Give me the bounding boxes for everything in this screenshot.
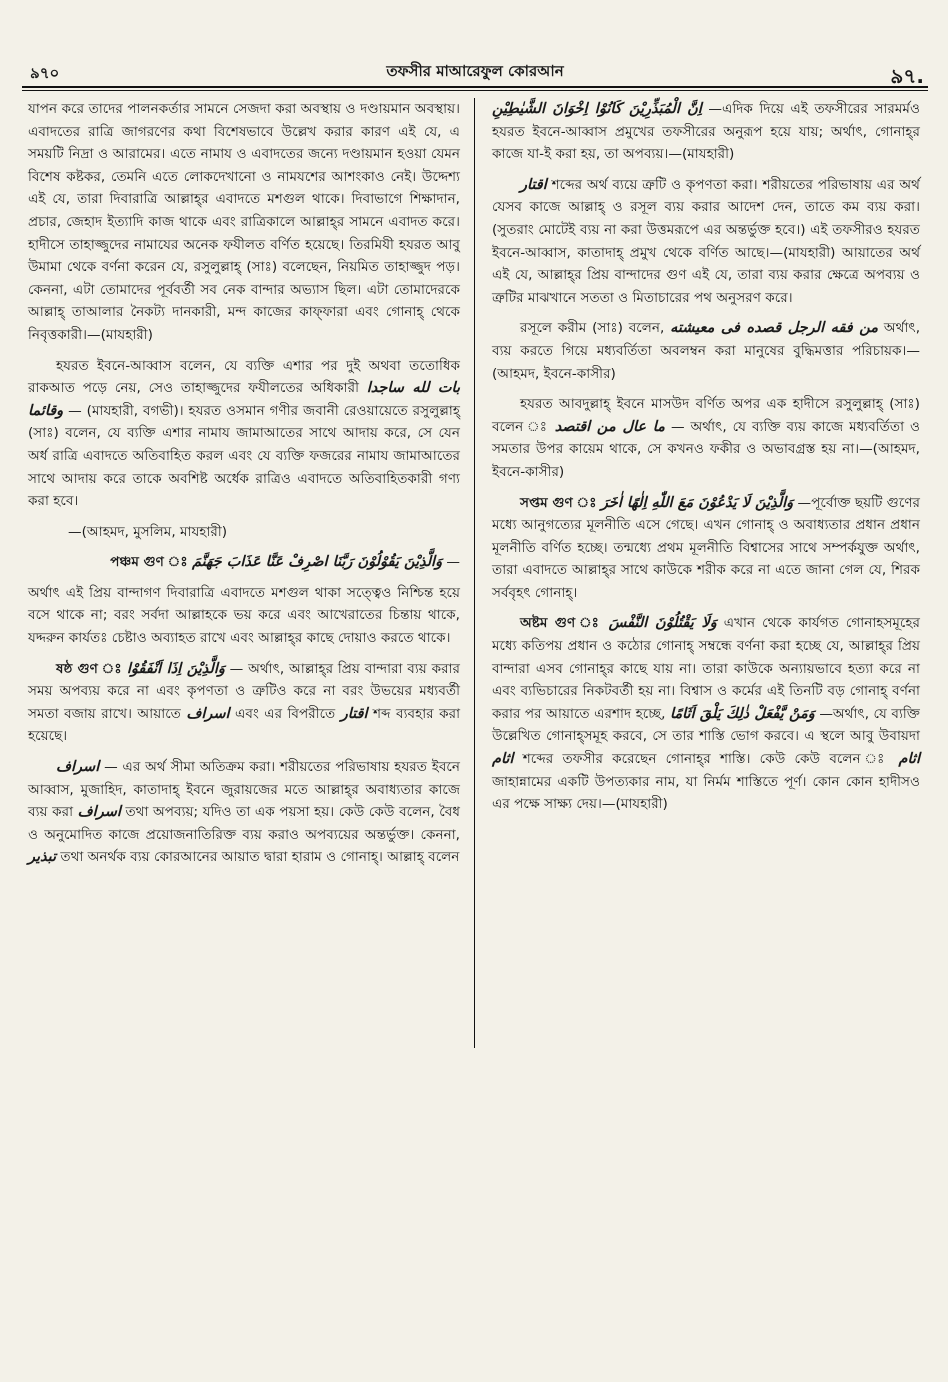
text: এবং এর বিপরীতে bbox=[235, 705, 336, 722]
reference: —(আহমদ, মুসলিম, মাযহারী) bbox=[68, 523, 228, 540]
page-number-right: ৯৭. bbox=[890, 64, 924, 88]
arabic-hadith: من فقه الرجل قصده فى معيشته bbox=[670, 319, 879, 337]
section-heading bbox=[28, 551, 460, 574]
text: এখান থেকে কার্যগত গোনাহসমূহের bbox=[723, 615, 921, 632]
arabic-word: اثام bbox=[898, 750, 920, 768]
paragraph bbox=[492, 98, 920, 166]
arabic-word: اثام bbox=[492, 750, 514, 768]
paragraph bbox=[492, 174, 920, 310]
paragraph bbox=[28, 658, 460, 748]
text: — এর অর্থ সীমা অতিক্রম করা। শরীয়তের পরিভাষায় হযরত ইবনে আব্বাস, মুজাহিদ, কাতাদাহ্ ইবনে জুরায়জের মতে আল্লাহ্‌র অবাধ্যতার কাজে ব্যয় করা bbox=[28, 759, 460, 821]
text: — অর্থাৎ, আল্লাহ্‌র প্রিয় বান্দারা ব্যয় করার সময় অপব্যয় করে না এবং কৃপণতা ও ত্রুটিও করে না বরং উভয়ের মধ্যবর্তী সমতা বজায় রাখে। আয়াতে bbox=[28, 660, 461, 722]
text: সারমর্মও হযরত ইবনে-আব্বাস প্রমুখের তফসীরের অনুরূপ হয়ে যায়; অর্থাৎ, গোনাহ্‌র কাজে যা-ই করা হয়, তা অপব্যয়।—(মাযহারী) bbox=[492, 101, 920, 163]
text: রসূলে করীম (সাঃ) বলেন, bbox=[520, 320, 665, 337]
heading-label: ষষ্ঠ গুণ ঃ bbox=[56, 660, 123, 677]
text: শব্দ ব্যবহার করা হয়েছে। bbox=[28, 705, 461, 745]
text: জাহান্নামের একটি উপত্যকার নাম, যা নির্মম শাস্তিতে পূর্ণ। কোন কোন হাদীসও এর পক্ষে সাক্ষ্য দেয়।—(মাযহারী) bbox=[492, 773, 920, 813]
header-rule bbox=[22, 86, 928, 88]
arabic-word: تبذير bbox=[28, 848, 57, 866]
heading-label: অষ্টম গুণ ঃ bbox=[520, 615, 602, 632]
paragraph bbox=[492, 492, 920, 605]
text: তথা অনর্থক ব্যয় কোরআনের আয়াত দ্বারা হারাম ও গোনাহ্। আল্লাহ্ বলেন bbox=[60, 849, 460, 866]
arabic-verse: وَمَنْ يَّفْعَلْ ذٰلِكَ يَلْقَ اَثَامًا bbox=[669, 704, 815, 722]
arabic-hadith: ما عال من اقتصد bbox=[554, 417, 665, 435]
arabic-word: اقتار bbox=[340, 704, 368, 722]
arabic-verse: وَالَّذِيْنَ يَقُوْلُوْنَ رَبَّنَا اصْرِفْ عَنَّا عَذَابَ جَهَنَّمَ bbox=[191, 553, 443, 571]
text: গুণের মধ্যে আনুগত্যের মূলনীতি এসে গেছে। এখন গোনাহ্ ও অবাধ্যতার প্রধান প্রধান মূলনীতি বর্ণিত হচ্ছে। তন্মধ্যে প্রথম মূলনীতি বিশ্বাসের সাথে সম্পর্কযুক্ত অর্থাৎ, তারা এবাদতে আল্লাহ্‌র সাথে কাউকে শরীক করে না এতে জানা গেল যে, শিরক সর্ববৃহৎ গোনাহ্। bbox=[492, 494, 921, 601]
paragraph: যাপন করে তাদের পালনকর্তার সামনে সেজদা করা অবস্থায় ও দণ্ডায়মান অবস্থায়। এবাদতের রাত্রি জাগরণের কথা বিশেষভাবে উল্লেখ করার কারণ এই যে, এ সময়টি নিদ্রা ও আরামের। এতে নামায ও এবাদতের জন্যে দণ্ডায়মান হওয়া যেমন বিশেষ কষ্টকর, তেমনি এতে লোকদেখানো ও নামযশের আশংকাও নেই। উদ্দেশ্য এই যে, তারা দিবারাত্রি আল্লাহ্‌র এবাদতে মশগুল থাকে। দিবাভাগে শিক্ষাদান, প্রচার, জেহাদ ইত্যাদি কাজ থাকে এবং রাত্রিকালে আল্লাহ্‌র সামনে এবাদত করে। হাদীসে তাহাজ্জুদের নামাযের অনেক ফযীলত বর্ণিত হয়েছে। তিরমিযী হযরত আবু উমামা থেকে বর্ণনা করেন যে, রসুলুল্লাহ্ (সাঃ) বলেছেন, নিয়মিত তাহাজ্জুদ পড়। কেননা, এটা তোমাদের পূর্ববর্তী সব নেক বান্দার অভ্যাস ছিল। এটা তোমাদেরকে আল্লাহ্ তাআলার নৈকট্য দানকারী, মন্দ কাজের কাফ্‌ফারা এবং গোনাহ্ থেকে নিবৃত্তকারী।—(মাযহারী) bbox=[28, 101, 460, 343]
text: হযরত ইবনে-আব্বাস বলেন, যে ব্যক্তি এশার পর দুই অথবা ততোধিক রাকআত পড়ে নেয়, সেও তাহাজ্জুদের ফযীলতের অধিকারী bbox=[28, 357, 460, 397]
arabic-verse: اِنَّ الْمُبَذِّرِيْنَ كَانُوْا اِخْوَانَ الشَّيٰطِيْنِ bbox=[492, 100, 702, 117]
arabic-word: اسراف bbox=[56, 758, 100, 776]
right-column bbox=[492, 98, 920, 824]
text: অর্থাৎ, ব্যয় করতে গিয়ে মধ্যবর্তিতা অবলম্বন করা মানুষের বুদ্ধিমত্তার পরিচায়ক।—(আহমদ, ইবনে-কাসীর) bbox=[492, 320, 921, 382]
arabic-verse: وَلَا يَقْتُلُوْنَ النَّفْسَ bbox=[608, 614, 717, 632]
text: — (মাযহারী, বগভী)। হযরত ওসমান গণীর জবানী রেওয়ায়েতে রসুলুল্লাহ্ (সাঃ) বলেন, যে ব্যক্তি এশার নামায জামাআতের সাথে আদায় করে, সে যেন অর্ধ রাত্রি এবাদতে অতিবাহিত করল এবং যে ব্যক্তি ফজরের নামায জামাআতের সাথে আদায় করে তাকে অবশিষ্ট অর্ধেক রাত্রিও এবাদতে অতিবাহিতকারী গণ্য করা হবে। bbox=[28, 402, 461, 510]
left-column bbox=[28, 98, 460, 877]
column-divider bbox=[474, 98, 475, 1048]
heading-label: সপ্তম গুণ ঃ bbox=[520, 494, 597, 511]
text: —এদিক দিয়ে এই তফসীরের bbox=[708, 101, 868, 117]
arabic-verse: وَالَّذِيْنَ اِذَا اَنْفَقُوْا bbox=[126, 659, 225, 677]
running-title: তফসীর মাআরেফুল কোরআন bbox=[386, 62, 564, 80]
dash: — bbox=[446, 554, 460, 571]
paragraph bbox=[28, 756, 460, 869]
paragraph: অর্থাৎ এই প্রিয় বান্দাগণ দিবারাত্রি এবাদতে মশগুল থাকা সত্ত্বেও নিশ্চিন্ত হয়ে বসে থাকে না; বরং সর্বদা আল্লাহকে ভয় করে এবং আখেরাতের চিন্তায় থাকে, যদ্দরুন কার্যতঃ চেষ্টাও অব্যাহত রাখে এবং আল্লাহ্‌র কাছে দোয়াও করতে থাকে। bbox=[28, 584, 460, 647]
arabic-word: اسراف bbox=[77, 803, 121, 821]
page-number-left: ৯৭০ bbox=[30, 64, 60, 82]
arabic-word: اسراف bbox=[186, 704, 230, 722]
paragraph bbox=[28, 355, 460, 513]
paragraph bbox=[492, 317, 920, 385]
text: —অর্থাৎ, যে ব্যক্তি উল্লেখিত গোনাহ্‌সমূহ করবে, সে তার শাস্তি ভোগ করবে। এ স্থলে আবু উবায়দা bbox=[492, 705, 920, 745]
text: তথা অপব্যয়; যদিও তা এক পয়সা হয়। কেউ কেউ বলেন, বৈধ ও অনুমোদিত কাজে প্রয়োজনাতিরিক্ত ব্যয় করাও অপব্যয়ের অন্তর্ভুক্ত। কেননা, bbox=[28, 804, 460, 843]
arabic-word: اقتار bbox=[520, 175, 547, 193]
text: মধ্যে কতিপয় প্রধান ও কঠোর গোনাহ্ সম্বন্ধে বর্ণনা করা হচ্ছে যে, আল্লাহ্‌র প্রিয় বান্দারা এসব গোনাহ্‌র কাছে যায় না। তারা কাউকে অন্যায়ভাবে হত্যা করে না এবং ব্যভিচারের নিকটবর্তী হয় না। বিশ্বাস ও কর্মের এই তিনটি বড় গোনাহ্ বর্ণনা করার পর আয়াতে এরশাদ হচ্ছে, bbox=[492, 638, 920, 722]
text: শব্দের তফসীর করেছেন গোনাহ্‌র শাস্তি। কেউ কেউ বলেন ঃ bbox=[522, 751, 890, 768]
arabic-verse: وَالَّذِيْنَ لَا يَدْعُوْنَ مَعَ اللّٰهِ اِلٰهًا اٰخَرَ bbox=[600, 493, 794, 511]
page-header bbox=[20, 56, 930, 86]
text: — অর্থাৎ, যে ব্যক্তি ব্যয় কাজে মধ্যবর্তিতা ও সমতার উপর কায়েম থাকে, সে কখনও ফকীর ও অভাবগ্রস্ত হয় না।—(আহমদ, ইবনে-কাসীর) bbox=[492, 418, 921, 480]
text: —পূর্বোক্ত ছয়টি bbox=[797, 494, 883, 511]
arabic-text: بات لله ساجدا وقائما bbox=[28, 379, 460, 419]
heading-label: পঞ্চম গুণ ঃ bbox=[110, 554, 188, 571]
header-rule-thin bbox=[22, 90, 928, 91]
paragraph bbox=[492, 612, 920, 815]
paragraph bbox=[492, 393, 920, 483]
text: শব্দের অর্থ ব্যয়ে ত্রুটি ও কৃপণতা করা। শরীয়তের পরিভাষায় এর অর্থ যেসব কাজে আল্লাহ্ ও রসূল ব্যয় করার আদেশ দেন, তাতে কম ব্যয় করা। (সুতরাং মোটেই ব্যয় না করা উত্তমরূপে এর অন্তর্ভুক্ত হবে।) এই তফসীরও হযরত ইবনে-আব্বাস, কাতাদাহ্ প্রমুখ থেকে বর্ণিত আছে।—(মাযহারী) আয়াতের অর্থ এই যে, আল্লাহ্‌র প্রিয় বান্দাদের গুণ এই যে, তারা ব্যয় করার ক্ষেত্রে অপব্যয় ও ত্রুটির মাঝখানে সততা ও মিতাচারের পথ অনুসরণ করে। bbox=[492, 176, 920, 306]
text: হযরত আবদুল্লাহ্ ইবনে মাসউদ বর্ণিত অপর এক হাদীসে রসুলুল্লাহ্ (সাঃ) বলেন ঃ bbox=[492, 396, 920, 435]
